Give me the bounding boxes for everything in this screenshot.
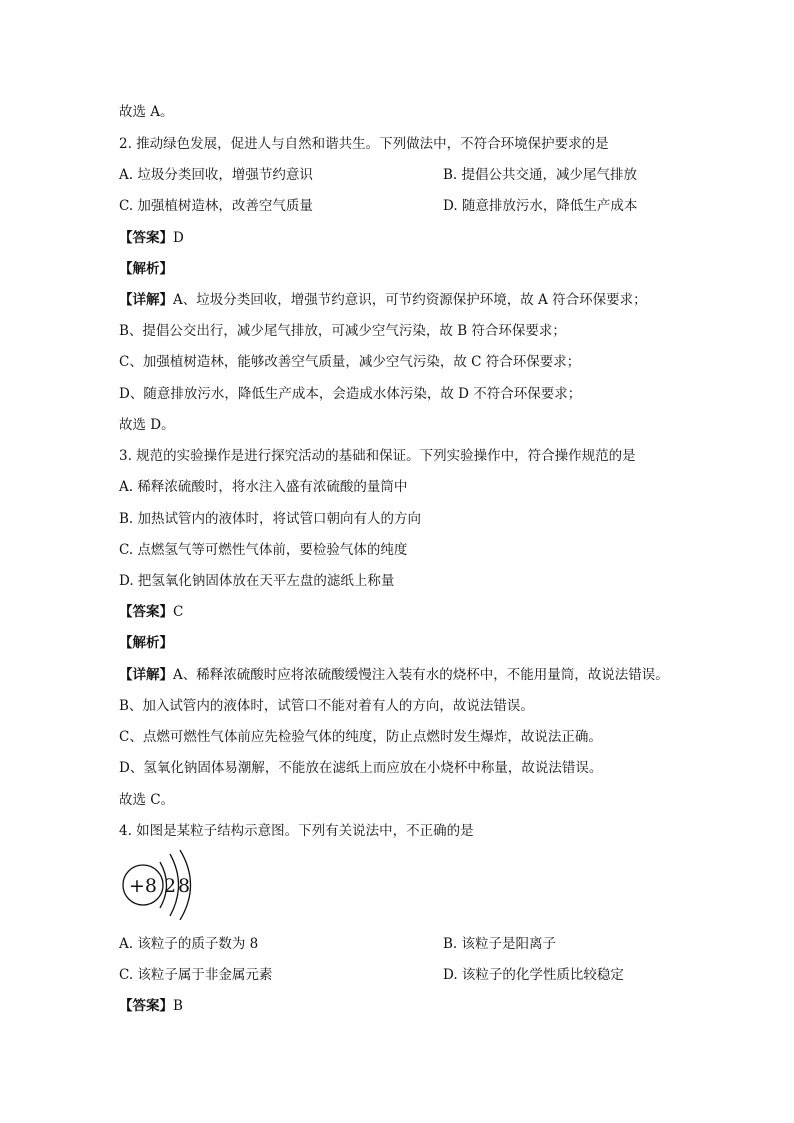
q2-answer-value: D <box>173 230 184 246</box>
electron-shell-2-count: 8 <box>177 875 191 897</box>
q4-answer-tag: 【答案】 <box>119 998 173 1014</box>
q2-stem: 2. 推动绿色发展，促进人与自然和谐共生。下列做法中，不符合环境保护要求的是 <box>119 136 609 152</box>
q4-option-d: D. 该粒子的化学性质比较稳定 <box>443 967 624 983</box>
q2-detail-c: C、加强植树造林，能够改善空气质量，减少空气污染，故 C 符合环保要求； <box>119 354 581 370</box>
q3-answer <box>119 603 183 621</box>
q2-detail-a <box>119 291 647 309</box>
q2-conclusion: 故选 D。 <box>119 417 175 433</box>
q2-detail-a-text: A、垃圾分类回收，增强节约意识，可节约资源保护环境，故 A 符合环保要求； <box>173 292 647 308</box>
q3-analysis-tag: 【解析】 <box>119 635 173 651</box>
q3-detail-a-text: A、稀释浓硫酸时应将浓硫酸缓慢注入装有水的烧杯中，不能用量筒，故说法错误。 <box>173 667 669 683</box>
q3-stem: 3. 规范的实验操作是进行探究活动的基础和保证。下列实验操作中，符合操作规范的是 <box>119 448 636 464</box>
q3-detail-a <box>119 666 669 684</box>
q2-option-b: B. 提倡公共交通，减少尾气排放 <box>443 167 638 183</box>
q2-analysis-tag: 【解析】 <box>119 261 173 277</box>
q3-option-d: D. 把氢氧化钠固体放在天平左盘的滤纸上称量 <box>119 573 395 589</box>
q2-option-a: A. 垃圾分类回收，增强节约意识 <box>119 167 313 183</box>
q2-answer <box>119 229 184 247</box>
q3-option-c: C. 点燃氢气等可燃性气体前，要检验气体的纯度 <box>119 542 408 558</box>
q3-answer-tag: 【答案】 <box>119 604 173 620</box>
q3-detail-b: B、加入试管内的液体时，试管口不能对着有人的方向，故说法错误。 <box>119 698 534 714</box>
q3-option-a: A. 稀释浓硫酸时，将水注入盛有浓硫酸的量筒中 <box>119 479 408 495</box>
q3-option-b: B. 加热试管内的液体时，将试管口朝向有人的方向 <box>119 511 422 527</box>
q2-option-d: D. 随意排放污水，降低生产成本 <box>443 198 638 214</box>
nucleus-charge: +8 <box>128 875 158 897</box>
q2-detail-d: D、随意排放污水，降低生产成本，会造成水体污染，故 D 不符合环保要求； <box>119 386 582 402</box>
q3-conclusion: 故选 C。 <box>119 792 175 808</box>
q4-answer <box>119 997 183 1015</box>
q3-detail-tag: 【详解】 <box>119 667 173 683</box>
q3-detail-c: C、点燃可燃性气体前应先检验气体的纯度，防止点燃时发生爆炸，故说法正确。 <box>119 729 602 745</box>
q3-answer-value: C <box>173 604 184 620</box>
q2-option-c: C. 加强植树造林，改善空气质量 <box>119 198 313 214</box>
atom-structure-diagram <box>117 848 197 920</box>
q3-detail-d: D、氢氧化钠固体易潮解，不能放在滤纸上而应放在小烧杯中称量，故说法错误。 <box>119 760 603 776</box>
q1-conclusion: 故选 A。 <box>119 104 174 120</box>
q2-answer-tag: 【答案】 <box>119 230 173 246</box>
q4-answer-value: B <box>173 998 183 1014</box>
q2-detail-tag: 【详解】 <box>119 292 173 308</box>
q4-stem: 4. 如图是某粒子结构示意图。下列有关说法中，不正确的是 <box>119 823 474 839</box>
electron-shell-1-count: 2 <box>163 875 177 897</box>
q4-option-c: C. 该粒子属于非金属元素 <box>119 967 273 983</box>
q2-detail-b: B、提倡公交出行，减少尾气排放，可减少空气污染，故 B 符合环保要求； <box>119 323 566 339</box>
q4-option-b: B. 该粒子是阳离子 <box>443 936 557 952</box>
q4-option-a: A. 该粒子的质子数为 8 <box>119 936 259 952</box>
